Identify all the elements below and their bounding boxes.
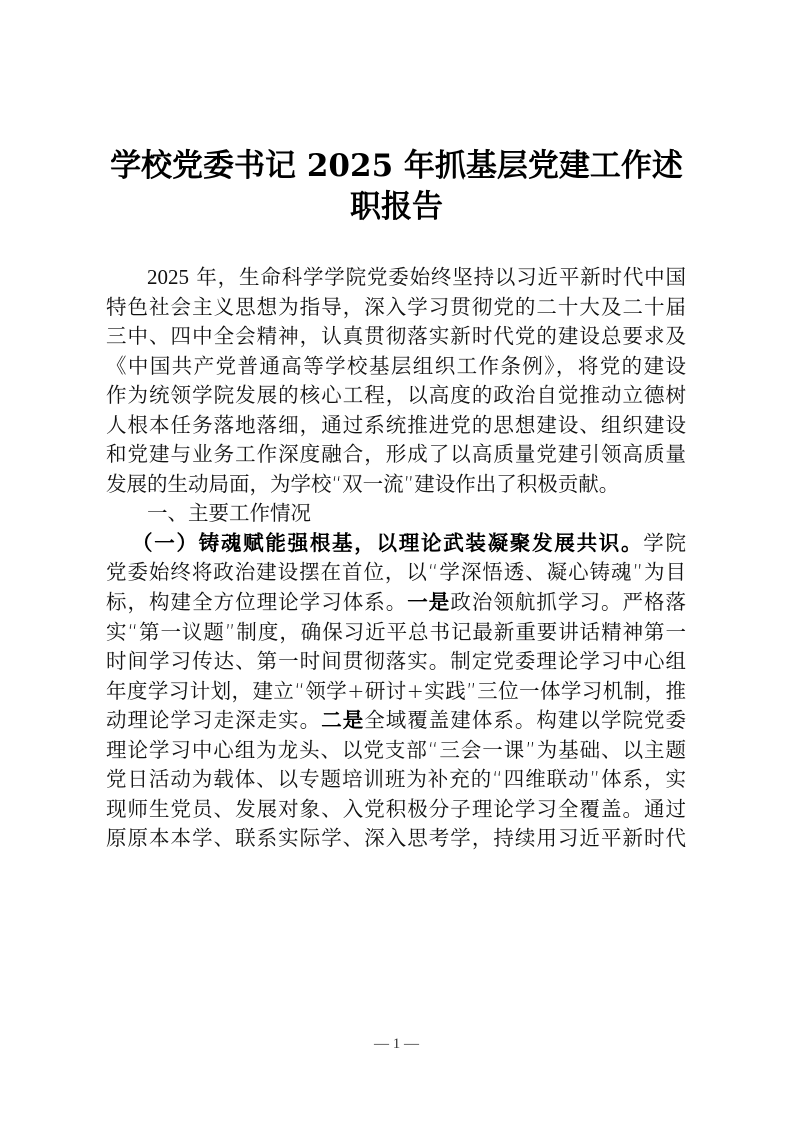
document-body (106, 263, 686, 854)
paragraph-line: 理论学习中心组为龙头、以党支部“三会一课”为基础、以主题 (106, 737, 686, 762)
paragraph-line: 人根本任务落地落细，通过系统推进党的思想建设、组织建设 (106, 412, 686, 437)
page-number: — 1 — (374, 1036, 419, 1052)
title-line-1: 学校党委书记 2025 年抓基层党建工作述 (110, 148, 683, 184)
year-number: 2025 (147, 265, 189, 289)
paragraph-line: 党委始终将政治建设摆在首位，以“学深悟透、凝心铸魂”为目 (106, 560, 686, 585)
paragraph-line: 标，构建全方位理论学习体系。一是政治领航抓学习。严格落 (106, 590, 687, 615)
intro-paragraph (106, 263, 686, 499)
paragraph-line: 时间学习传达、第一时间贯彻落实。制定党委理论学习中心组 (106, 649, 686, 674)
paragraph-line: 特色社会主义思想为指导，深入学习贯彻党的二十大及二十届 (106, 294, 686, 319)
paragraph-line: 年度学习计划，建立“领学+研讨+实践”三位一体学习机制，推 (106, 678, 686, 703)
paragraph-line: 现师生党员、发展对象、入党积极分子理论学习全覆盖。通过 (106, 796, 686, 821)
paragraph-line: 原原本本学、联系实际学、深入思考学，持续用习近平新时代 (106, 826, 686, 851)
subsection-heading: （一）铸魂赋能强根基，以理论武装凝聚发展共识。 (132, 530, 644, 555)
paragraph-line: 和党建与业务工作深度融合，形成了以高质量党建引领高质量 (106, 442, 686, 467)
paragraph-line: 发展的生动局面，为学校“双一流”建设作出了积极贡献。 (106, 471, 620, 496)
paragraph-line: 2025 年，生命科学学院党委始终坚持以习近平新时代中国 (147, 265, 686, 289)
paragraph-line: 作为统领学院发展的核心工程，以高度的政治自觉推动立德树 (106, 383, 686, 408)
section-heading: 一、主要工作情况 (147, 501, 311, 526)
paragraph-line: 实“第一议题”制度，确保习近平总书记最新重要讲话精神第一 (106, 619, 686, 644)
section-1-paragraph (106, 529, 686, 854)
paragraph-line: 党日活动为载体、以专题培训班为补充的“四维联动”体系，实 (106, 767, 686, 792)
paragraph-line: 《中国共产党普通高等学校基层组织工作条例》，将党的建设 (106, 353, 686, 378)
paragraph-line: 动理论学习走深走实。二是全域覆盖建体系。构建以学院党委 (106, 708, 687, 733)
paragraph-line: 三中、四中全会精神，认真贯彻落实新时代党的建设总要求及 (106, 324, 686, 349)
emphasis-label: 二是 (321, 708, 365, 733)
subsection-heading-line: （一）铸魂赋能强根基，以理论武装凝聚发展共识。学院 (132, 530, 687, 555)
title-line-2: 职报告 (350, 189, 443, 225)
emphasis-label: 一是 (407, 590, 451, 615)
document-title (100, 146, 693, 228)
